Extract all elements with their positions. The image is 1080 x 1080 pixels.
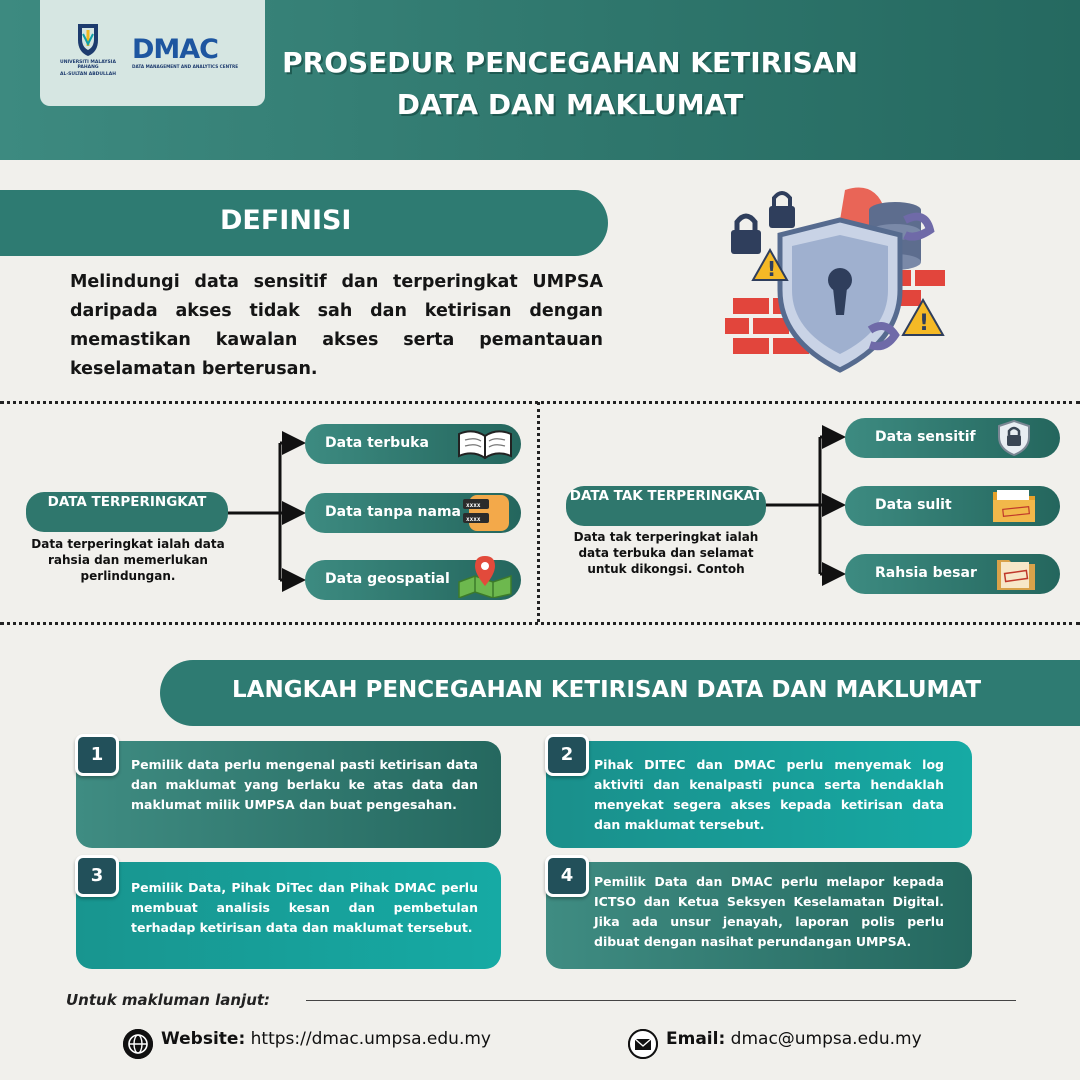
step-number-1: 1 [75, 734, 119, 776]
website-contact [161, 1029, 491, 1049]
section-divider-bottom [0, 622, 1080, 625]
classified-item-data-tanpa-nama [305, 493, 521, 533]
classified-description: Data terperingkat ialah data rahsia dan memerlukan perlindungan. [31, 537, 225, 583]
step-card-4 [546, 862, 972, 969]
umpsa-logo [50, 22, 126, 92]
svg-text:xxxx: xxxx [466, 502, 481, 509]
unclassified-item-data-sulit [845, 486, 1060, 526]
definition-text: Melindungi data sensitif dan terperingkat UMPSA daripada akses tidak sah dan ketirisan dengan memastikan kawalan akses serta pemantauan keselamatan berterusan. [70, 272, 603, 379]
step-text: Pemilik data perlu mengenal pasti ketirisan data dan maklumat yang berlaku ke atas data dan maklumat milik UMPSA dan buat pengesahan. [131, 757, 478, 812]
step-text: Pemilik Data dan DMAC perlu melapor kepada ICTSO dan Ketua Seksyen Keselamatan Digital. Jika ada unsur jenayah, laporan polis perlu dibuat dengan nasihat perundangan UMPSA. [594, 874, 944, 949]
info-label: Untuk makluman lanjut: [66, 991, 271, 1009]
step-card-2 [546, 741, 972, 848]
item-label: Data tanpa nama [325, 504, 461, 520]
umpsa-logo-text-1: UNIVERSITI MALAYSIA PAHANG [60, 60, 116, 70]
security-shield-lock-icon [725, 180, 955, 380]
section-divider-top [0, 401, 1080, 404]
website-link[interactable]: https://dmac.umpsa.edu.my [250, 1029, 491, 1049]
steps-heading: LANGKAH PENCEGAHAN KETIRISAN DATA DAN MAKLUMAT [232, 677, 982, 703]
page-title-line-1: PROSEDUR PENCEGAHAN KETIRISAN [282, 46, 858, 79]
open-book-icon [455, 426, 515, 462]
definition-heading: DEFINISI [220, 205, 352, 236]
dmac-logo-word: DMAC [132, 34, 218, 65]
website-label: Website: [161, 1029, 246, 1049]
page-title-line-2: DATA DAN MAKLUMAT [396, 88, 744, 121]
item-label: Data terbuka [325, 435, 429, 451]
unclassified-description: Data tak terperingkat ialah data terbuka dan selamat untuk dikongsi. Contoh [573, 530, 759, 576]
envelope-icon [628, 1029, 658, 1059]
unclassified-title: DATA TAK TERPERINGKAT [566, 486, 766, 526]
step-card-3 [76, 862, 501, 969]
item-label: Data sensitif [875, 429, 976, 445]
globe-icon [123, 1029, 153, 1059]
svg-text:!: ! [919, 311, 930, 336]
confidential-folder-icon [991, 488, 1037, 524]
item-label: Data geospatial [325, 571, 450, 587]
masked-data-icon [461, 495, 509, 531]
email-link[interactable]: dmac@umpsa.edu.my [730, 1029, 922, 1049]
step-card-1 [76, 741, 501, 848]
step-text: Pemilik Data, Pihak DiTec dan Pihak DMAC perlu membuat analisis kesan dan pembetulan terhadap ketirisan data dan maklumat tersebut. [131, 880, 478, 935]
step-text: Pihak DITEC dan DMAC perlu menyemak log aktiviti dan kenalpasti punca serta hendaklah menyekat segera akses kepada ketirisan data dan maklumat tersebut. [594, 757, 944, 832]
email-contact [666, 1029, 922, 1049]
umpsa-logo-text-2: AL-SULTAN ABDULLAH [59, 72, 117, 77]
umpsa-crest-icon [74, 22, 102, 58]
step-number-2: 2 [545, 734, 589, 776]
item-label: Data sulit [875, 497, 952, 513]
svg-text:xxxx: xxxx [466, 516, 481, 523]
unclassified-item-rahsia-besar [845, 554, 1060, 594]
section-divider-vertical [537, 402, 540, 622]
step-number-3: 3 [75, 855, 119, 897]
shield-lock-icon [997, 420, 1031, 456]
dmac-logo-subtitle: DATA MANAGEMENT AND ANALYTICS CENTRE [132, 64, 239, 69]
classified-title: DATA TERPERINGKAT [26, 492, 228, 532]
classified-item-data-geospatial [305, 560, 521, 600]
map-pin-icon [455, 554, 515, 598]
top-secret-folder-icon [995, 556, 1037, 592]
info-divider [306, 1000, 1016, 1001]
svg-text:!: ! [767, 257, 777, 281]
item-label: Rahsia besar [875, 565, 977, 581]
email-label: Email: [666, 1029, 726, 1049]
dmac-logo [132, 36, 258, 76]
page-title [270, 42, 870, 126]
step-number-4: 4 [545, 855, 589, 897]
logo-panel [40, 0, 265, 106]
unclassified-item-data-sensitif [845, 418, 1060, 458]
classified-item-data-terbuka [305, 424, 521, 464]
